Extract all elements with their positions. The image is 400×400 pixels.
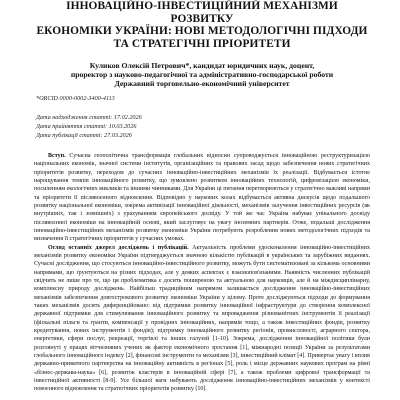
title-line: ІННОВАЦІЙНО-ІНВЕСТИЦІЙНИЙ МЕХАНІЗМИ РОЗВИТКУ — [66, 0, 338, 25]
date-published: Дата публікації статті: 27.03.2026 — [36, 132, 132, 140]
date-received: Дата надходження статті: 17.02.2026 — [36, 113, 142, 121]
intro-label: Вступ. — [48, 152, 66, 159]
intro-paragraph — [34, 152, 370, 244]
author-affiliation: проректор з науково-педагогічної та адміністративно-господарської роботи — [70, 70, 334, 80]
intro-text: Сучасна геополітична трансформація глобальних відносин супроводжується інноваційною реструктуризацією національних економік, значної системи інститутів, організаційних та правових засад щодо забезпечення нових стратегічних пріоритетів розвитку, переходом до сучасних інноваційно-інвестиційних механізмів їх реалізації. Відбувається істотне нарощування темпів інноваційного розвитку, що зумовлено розвитком інноваційних технологій, цифровізацією економіки, посиленням екологічних викликів та іншими чинниками. Для України ці питання перетворюються у стратегічно важливі напрями та пріоритети її післявоєнного відновлення. Відповідно у наукових колах відбувається активна дискусія щодо подальшого розвитку національної економіки, зокрема активізації інноваційної діяльності, механізмів залучення інвестиційних ресурсів (як внутрішніх, так і зовнішніх) з урахуванням європейського досвіду. У той же час Україна набуває унікального досвіду післявоєнної економіки на інноваційній основі, який заслуговує на увагу іноземних партнерів. Отже, подальші дослідження інноваційно-інвестиційних механізмів розвитку економіки України потребують розроблення нових методологічних підходів та визначення її стратегічних пріоритетів у сучасних умовах. — [34, 152, 370, 243]
paper-body — [34, 152, 370, 394]
title-line: ЕКОНОМІКИ УКРАЇНИ: НОВІ МЕТОДОЛОГІЧНІ ПІДХОДИ — [36, 25, 368, 37]
author-line: Куликов Олексій Петрович*, кандидат юридичних наук, доцент, — [89, 61, 315, 70]
date-accepted: Дата прийняття статті: 10.03.2026 — [36, 123, 137, 131]
orcid-note[interactable]: *ORCID 0000-0002-3400-4113 — [36, 94, 115, 102]
review-paragraph — [34, 244, 370, 394]
review-label: Огляд останніх джерел досліджень і публікацій. — [48, 244, 189, 251]
title-line: ТА СТРАТЕГІЧНІ ПРІОРИТЕТИ — [113, 37, 291, 50]
article-dates — [36, 113, 370, 141]
paper-title — [34, 0, 370, 50]
author-institution: Державний торговельно-економічний університет — [114, 79, 290, 89]
review-text: Актуальність проблеми удосконалення інноваційно-інвестиційних механізмів розвитку економіки України підтверджується значною кількістю публікацій в українських та зарубіжних виданнях. Сучасні дослідження, що стосуються інноваційно-інвестиційного розвитку, можуть бути систематизовані за кількома основними напрямами, що ґрунтуються на різних підходах, але у деяких аспектах є взаємопов'язаними. Наявність численних публікацій свідчить не лише про те, що ця проблематика є досить поширеною та актуальною для науковців, але й на міждисциплінарну, комплексну природу досліджень. Найбільш традиційним напрямом залишається дослідження інноваційно-інвестиційних механізмів забезпечення довгострокового розвитку економіки України у цілому. Проте досліджуються підходи до формування таких механізмів досить диференційовано: від підтримки розвитку інноваційної інфраструктури до створення комплексної державної підтримки для стимулювання інноваційного розвитку та впровадження різноманітних інструментів її реалізації (фіскальні пільги та гранти, компенсації у провідних інноваційних, напрямів тощо, а також інвестиційних фондів, розвитку кредитування, нових інструментів і фондів); підтримку інноваційного розвитку регіонів, промисловості, аграрного сектора, енергетики, сфери послуг, рекреації, торгівлі та інших галузей [1-10]. Зокрема, дослідження інноваційної політики були розглянуті у працях вітчизняних учених як фактор економічного зростання [1], міжнародні позиції України за результатами глобального інноваційного індексу [2], фінансові інструменти та механізми [3], інвестиційний клімат [4]. Привертає увагу і вплив державно-приватного партнерства на інноваційну активність в регіонах [5], роль і місце державних наукових програм на рівні «бізнес-держава-наука» [6], розвиток кластерів в інноваційній сфері [7], а також проблеми цифрової трансформації та інвестиційної активності [8-9]. Усе більшої ваги набувають дослідження інноваційно-інвестиційних механізмів у контексті повоєнного відновлення та стратегічних пріоритетів розвитку [10]. — [34, 244, 370, 393]
author-block — [34, 61, 370, 89]
